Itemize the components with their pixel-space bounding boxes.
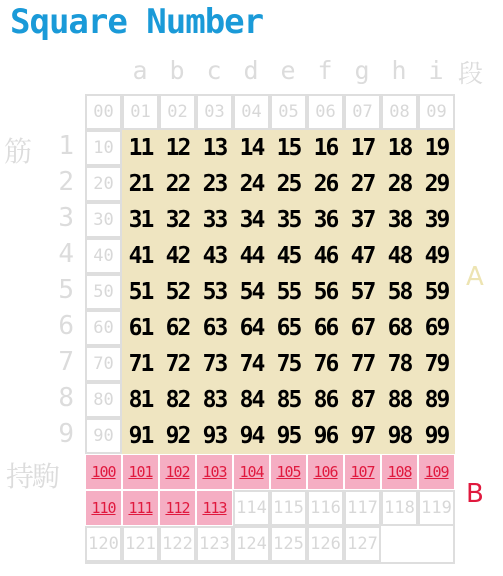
square-cell-94: 94 — [233, 418, 270, 454]
square-cell-68: 68 — [381, 310, 418, 346]
square-cell-106: 106 — [307, 454, 344, 490]
column-label-d: d — [243, 56, 259, 85]
square-cell-51: 51 — [122, 274, 159, 310]
square-cell-96: 96 — [307, 418, 344, 454]
square-cell-52: 52 — [159, 274, 196, 310]
square-cell-100: 100 — [85, 454, 122, 490]
square-cell-55: 55 — [270, 274, 307, 310]
square-cell-78: 78 — [381, 346, 418, 382]
square-cell-92: 92 — [159, 418, 196, 454]
square-cell-104: 104 — [233, 454, 270, 490]
square-cell-95: 95 — [270, 418, 307, 454]
square-cell-21: 21 — [122, 166, 159, 202]
square-cell-70: 70 — [85, 346, 122, 382]
square-cell-09: 09 — [418, 94, 455, 130]
square-cell-42: 42 — [159, 238, 196, 274]
square-cell-59: 59 — [418, 274, 455, 310]
square-cell-111: 111 — [122, 490, 159, 526]
square-cell-49: 49 — [418, 238, 455, 274]
square-cell-73: 73 — [196, 346, 233, 382]
region-a-label: A — [466, 262, 484, 292]
square-cell-02: 02 — [159, 94, 196, 130]
square-cell-15: 15 — [270, 130, 307, 166]
region-b-label: B — [466, 479, 484, 509]
square-cell-75: 75 — [270, 346, 307, 382]
square-cell-127: 127 — [344, 526, 381, 562]
square-cell-90: 90 — [85, 418, 122, 454]
square-cell-122: 122 — [159, 526, 196, 562]
square-cell-39: 39 — [418, 202, 455, 238]
square-cell-125: 125 — [270, 526, 307, 562]
square-cell-77: 77 — [344, 346, 381, 382]
square-cell-30: 30 — [85, 202, 122, 238]
square-cell-91: 91 — [122, 418, 159, 454]
square-cell-113: 113 — [196, 490, 233, 526]
square-cell-120: 120 — [85, 526, 122, 562]
square-cell-79: 79 — [418, 346, 455, 382]
column-label-a: a — [132, 56, 148, 85]
square-cell-16: 16 — [307, 130, 344, 166]
square-cell-43: 43 — [196, 238, 233, 274]
square-cell-17: 17 — [344, 130, 381, 166]
square-cell-97: 97 — [344, 418, 381, 454]
row-label-1: 1 — [58, 131, 74, 161]
square-cell-37: 37 — [344, 202, 381, 238]
square-cell-38: 38 — [381, 202, 418, 238]
square-cell-112: 112 — [159, 490, 196, 526]
square-cell-07: 07 — [344, 94, 381, 130]
square-cell-03: 03 — [196, 94, 233, 130]
square-cell-85: 85 — [270, 382, 307, 418]
square-cell-60: 60 — [85, 310, 122, 346]
square-cell-115: 115 — [270, 490, 307, 526]
row-header-suji: 筋 — [4, 135, 33, 168]
square-cell-35: 35 — [270, 202, 307, 238]
square-cell-86: 86 — [307, 382, 344, 418]
square-cell-19: 19 — [418, 130, 455, 166]
square-cell-48: 48 — [381, 238, 418, 274]
column-label-f: f — [317, 56, 333, 85]
square-cell-20: 20 — [85, 166, 122, 202]
square-cell-107: 107 — [344, 454, 381, 490]
square-cell-23: 23 — [196, 166, 233, 202]
square-cell-26: 26 — [307, 166, 344, 202]
square-cell-98: 98 — [381, 418, 418, 454]
square-cell-67: 67 — [344, 310, 381, 346]
square-cell-109: 109 — [418, 454, 455, 490]
square-cell-10: 10 — [85, 130, 122, 166]
square-cell-46: 46 — [307, 238, 344, 274]
square-cell-71: 71 — [122, 346, 159, 382]
square-cell-57: 57 — [344, 274, 381, 310]
square-cell-33: 33 — [196, 202, 233, 238]
square-cell-54: 54 — [233, 274, 270, 310]
square-cell-00: 00 — [85, 94, 122, 130]
square-cell-29: 29 — [418, 166, 455, 202]
square-cell-121: 121 — [122, 526, 159, 562]
square-cell-53: 53 — [196, 274, 233, 310]
square-cell-72: 72 — [159, 346, 196, 382]
row-label-6: 6 — [58, 311, 74, 341]
square-cell-22: 22 — [159, 166, 196, 202]
square-cell-41: 41 — [122, 238, 159, 274]
square-cell-12: 12 — [159, 130, 196, 166]
square-cell-31: 31 — [122, 202, 159, 238]
square-cell-61: 61 — [122, 310, 159, 346]
row-label-4: 4 — [58, 239, 74, 269]
square-cell-08: 08 — [381, 94, 418, 130]
column-label-e: e — [280, 56, 296, 85]
square-cell-25: 25 — [270, 166, 307, 202]
column-label-g: g — [354, 56, 370, 85]
square-cell-118: 118 — [381, 490, 418, 526]
square-cell-13: 13 — [196, 130, 233, 166]
square-cell-123: 123 — [196, 526, 233, 562]
column-label-c: c — [206, 56, 222, 85]
square-cell-110: 110 — [85, 490, 122, 526]
square-cell-40: 40 — [85, 238, 122, 274]
square-cell-58: 58 — [381, 274, 418, 310]
row-label-2: 2 — [58, 167, 74, 197]
square-cell-108: 108 — [381, 454, 418, 490]
square-cell-36: 36 — [307, 202, 344, 238]
square-cell-80: 80 — [85, 382, 122, 418]
square-cell-88: 88 — [381, 382, 418, 418]
column-label-b: b — [169, 56, 185, 85]
square-cell-89: 89 — [418, 382, 455, 418]
square-cell-62: 62 — [159, 310, 196, 346]
row-label-8: 8 — [58, 383, 74, 413]
row-header-mochigoma: 持駒 — [6, 460, 59, 493]
square-cell-81: 81 — [122, 382, 159, 418]
row-label-9: 9 — [58, 419, 74, 449]
page-title: Square Number — [10, 2, 264, 42]
square-cell-116: 116 — [307, 490, 344, 526]
square-cell-01: 01 — [122, 94, 159, 130]
square-cell-05: 05 — [270, 94, 307, 130]
square-cell-105: 105 — [270, 454, 307, 490]
square-cell-74: 74 — [233, 346, 270, 382]
row-label-7: 7 — [58, 347, 74, 377]
column-label-h: h — [391, 56, 407, 85]
square-cell-65: 65 — [270, 310, 307, 346]
square-cell-06: 06 — [307, 94, 344, 130]
square-cell-82: 82 — [159, 382, 196, 418]
square-cell-50: 50 — [85, 274, 122, 310]
square-cell-126: 126 — [307, 526, 344, 562]
square-cell-114: 114 — [233, 490, 270, 526]
square-cell-32: 32 — [159, 202, 196, 238]
square-cell-47: 47 — [344, 238, 381, 274]
square-cell-101: 101 — [122, 454, 159, 490]
square-cell-56: 56 — [307, 274, 344, 310]
square-cell-04: 04 — [233, 94, 270, 130]
square-cell-44: 44 — [233, 238, 270, 274]
square-cell-99: 99 — [418, 418, 455, 454]
square-cell-34: 34 — [233, 202, 270, 238]
square-cell-64: 64 — [233, 310, 270, 346]
square-cell-102: 102 — [159, 454, 196, 490]
square-cell-14: 14 — [233, 130, 270, 166]
row-label-3: 3 — [58, 203, 74, 233]
square-cell-103: 103 — [196, 454, 233, 490]
square-cell-63: 63 — [196, 310, 233, 346]
square-cell-24: 24 — [233, 166, 270, 202]
square-cell-83: 83 — [196, 382, 233, 418]
square-cell-11: 11 — [122, 130, 159, 166]
square-cell-119: 119 — [418, 490, 455, 526]
square-cell-93: 93 — [196, 418, 233, 454]
square-cell-27: 27 — [344, 166, 381, 202]
square-cell-69: 69 — [418, 310, 455, 346]
column-header-dan: 段 — [458, 59, 484, 88]
column-label-i: i — [428, 56, 444, 85]
square-cell-124: 124 — [233, 526, 270, 562]
square-cell-28: 28 — [381, 166, 418, 202]
square-cell-45: 45 — [270, 238, 307, 274]
row-label-5: 5 — [58, 275, 74, 305]
square-cell-84: 84 — [233, 382, 270, 418]
square-cell-87: 87 — [344, 382, 381, 418]
square-cell-18: 18 — [381, 130, 418, 166]
square-cell-76: 76 — [307, 346, 344, 382]
square-cell-117: 117 — [344, 490, 381, 526]
square-cell-66: 66 — [307, 310, 344, 346]
